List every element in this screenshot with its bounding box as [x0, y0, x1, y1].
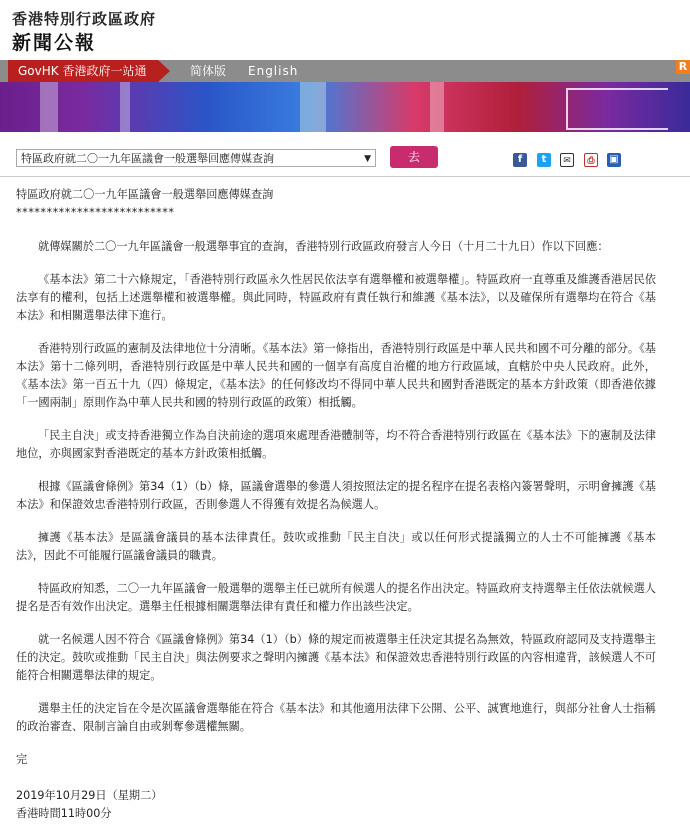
twitter-icon[interactable]: t — [537, 153, 551, 167]
article-paragraph: 就傳媒關於二〇一九年區議會一般選舉事宜的查詢，香港特別行政區政府發言人今日（十月二十九日）作以下回應： — [38, 240, 609, 253]
article-paragraph: 香港特別行政區的憲制及法律地位十分清晰。《基本法》第一條指出，香港特別行政區是中華人民共和國不可分離的部分。《基本法》第十二條列明，香港特別行政區是中華人民共和國的一個享有高度自治權的地方行政區域，直轄於中央人民政府。此外，《基本法》第一百五十九（四）條規定，《基本法》的任何修改均不得同中華人民共和國對香港既定的基本方針政策（即香港依據「一國兩制」原則作為中華人民共和國的特別行政區的政策）相抵觸。 — [16, 342, 656, 409]
banner-field-lines — [566, 88, 668, 130]
article-select[interactable] — [16, 149, 376, 167]
gov-name: 香港特別行政區政府 — [12, 10, 157, 28]
article-paragraph: 選舉主任的決定旨在令是次區議會選舉能在符合《基本法》和其他適用法律下公開、公平、誠實地進行，與部分社會人士指稱的政治審查、限制言論自由或剝奪參選權無關。 — [16, 702, 656, 733]
site-header — [0, 0, 690, 58]
simplified-chinese-link[interactable]: 简体版 — [190, 64, 227, 78]
govhk-link[interactable]: GovHK 香港政府一站通 — [8, 60, 158, 82]
article-paragraph: 「民主自決」或支持香港獨立作為自決前途的選項來處理香港體制等，均不符合香港特別行政區在《基本法》下的憲制及法律地位，亦與國家對香港既定的基本方針政策相抵觸。 — [16, 429, 656, 460]
press-release-title[interactable]: 新聞公報 — [12, 32, 97, 54]
article-paragraph: 《基本法》第二十六條規定，「香港特別行政區永久性居民依法享有選舉權和被選舉權」。特區政府一直尊重及維護香港居民依法享有的權利，包括上述選舉權和被選舉權。與此同時，特區政府有責任執行和維護《基本法》，以及確保所有選舉均在符合《基本法》和相關選舉法律下進行。 — [16, 273, 656, 322]
article-toolbar — [0, 140, 690, 177]
article-body — [16, 186, 656, 823]
chevron-down-icon: ▼ — [364, 154, 371, 164]
banner-image — [0, 82, 690, 132]
email-icon[interactable]: ✉ — [560, 153, 574, 167]
go-button[interactable]: 去 — [390, 146, 438, 168]
english-link[interactable]: English — [248, 64, 299, 78]
article-time: 香港時間11時00分 — [16, 807, 112, 820]
banner-stripe — [40, 82, 58, 132]
article-end-mark: 完 — [16, 753, 28, 766]
article-paragraph: 擁護《基本法》是區議會議員的基本法律責任。鼓吹或推動「民主自決」或以任何形式提議獨立的人士不可能擁護《基本法》，因此不可能履行區議會議員的職責。 — [16, 531, 656, 562]
article-date: 2019年10月29日（星期二） — [16, 789, 163, 802]
print-icon[interactable]: ⎙ — [584, 153, 598, 167]
article-select-value: 特區政府就二〇一九年區議會一般選舉回應傳媒查詢 — [21, 152, 274, 165]
banner-stripe — [300, 82, 326, 132]
facebook-icon[interactable]: f — [513, 153, 527, 167]
article-paragraph: 就一名候選人因不符合《區議會條例》第34（1）（b）條的規定而被選舉主任決定其提名為無效，特區政府認同及支持選舉主任的決定。鼓吹或推動「民主自決」與法例要求之聲明內擁護《基本法》和保證效忠香港特別行政區的內容相違背，該候選人不可能符合相關選舉法律的規定。 — [16, 633, 656, 682]
title-underline-stars: ************************** — [16, 206, 175, 219]
top-nav-bar — [0, 60, 690, 82]
article-paragraph: 特區政府知悉，二〇一九年區議會一般選舉的選舉主任已就所有候選人的提名作出決定。特區政府支持選舉主任依法就候選人提名是否有效作出決定。選舉主任根據相關選舉法律有責任和權力作出該些決定。 — [16, 582, 656, 613]
banner-stripe — [120, 82, 130, 132]
banner-stripe — [430, 82, 444, 132]
article-title: 特區政府就二〇一九年區議會一般選舉回應傳媒查詢 — [16, 188, 274, 201]
article-paragraph: 根據《區議會條例》第34（1）（b）條，區議會選舉的參選人須按照法定的提名程序在提名表格內簽署聲明，示明會擁護《基本法》和保證效忠香港特別行政區，否則參選人不得獲有效提名為候選人。 — [16, 480, 656, 511]
rss-icon[interactable]: R — [676, 60, 690, 74]
save-icon[interactable]: ▣ — [607, 153, 621, 167]
nav-arrow-divider — [158, 60, 170, 82]
